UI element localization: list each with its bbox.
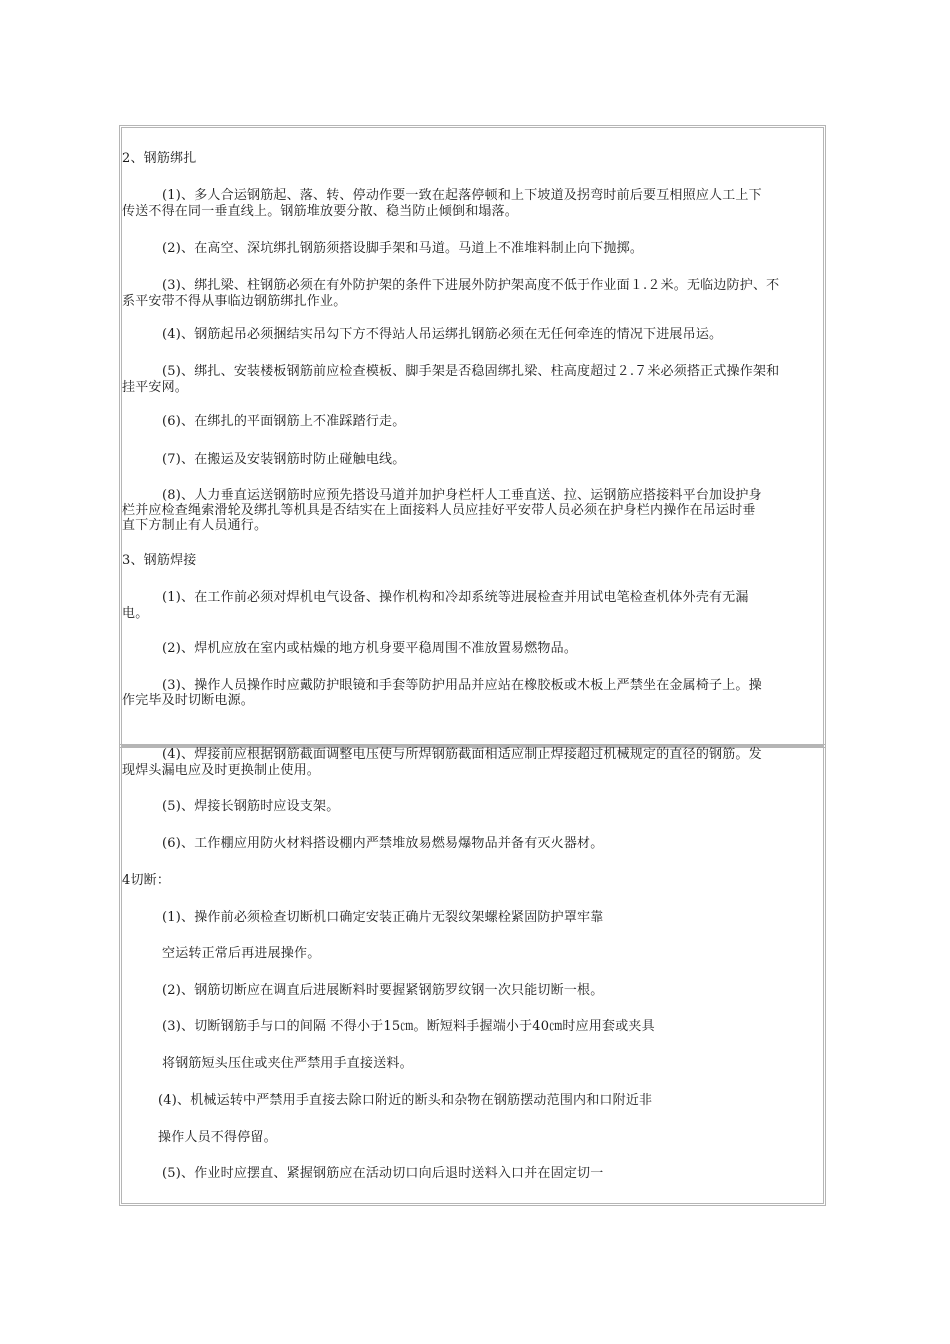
paragraph-line: 空运转正常后再进展操作。 [162,946,321,961]
paragraph-line: (6)、工作棚应用防火材料搭设棚内严禁堆放易燃易爆物品并备有灭火器材。 [162,836,604,851]
paragraph-line: 电。 [122,606,149,621]
paragraph-line: (4)、钢筋起吊必须捆结实吊勾下方不得站人吊运绑扎钢筋必须在无任何牵连的情况下进展吊运。 [162,327,723,342]
paragraph-line: (1)、在工作前必须对焊机电气设备、操作机构和冷却系统等进展检查并用试电笔检查机体外壳有无漏 [162,590,749,605]
paragraph-line: 现焊头漏电应及时更换制止使用。 [122,763,321,778]
paragraph-line: (4)、焊接前应根据钢筋截面调整电压使与所焊钢筋截面相适应制止焊接超过机械规定的直径的钢筋。发 [162,747,762,762]
paragraph-line: 挂平安网。 [122,380,189,395]
paragraph-line: 传送不得在同一垂直线上。钢筋堆放要分散、稳当防止倾倒和塌落。 [122,204,519,219]
paragraph-line: (6)、在绑扎的平面钢筋上不准踩踏行走。 [162,414,406,429]
section-heading-cutting: 4切断： [122,873,171,888]
paragraph-line: (1)、多人合运钢筋起、落、转、停动作要一致在起落停顿和上下坡道及拐弯时前后要互相照应人工上下 [162,188,762,203]
paragraph-line: (5)、焊接长钢筋时应设支架。 [162,799,340,814]
paragraph-line: (5)、绑扎、安装楼板钢筋前应检查模板、脚手架是否稳固绑扎梁、柱高度超过２.７米必须搭正式操作架和 [162,364,780,379]
paragraph-line: (7)、在搬运及安装钢筋时防止碰触电线。 [162,452,406,467]
section-heading-rebar-binding: 2、钢筋绑扎 [122,151,197,166]
paragraph-line: (3)、操作人员操作时应戴防护眼镜和手套等防护用品并应站在橡胶板或木板上严禁坐在金属椅子上。操 [162,678,762,693]
paragraph-line: (3)、绑扎梁、柱钢筋必须在有外防护架的条件下进展外防护架高度不低于作业面１.２米。无临边防护、不 [162,278,780,293]
paragraph-line: 系平安带不得从事临边钢筋绑扎作业。 [122,294,347,309]
section-heading-rebar-welding: 3、钢筋焊接 [122,553,197,568]
paragraph-line: (2)、焊机应放在室内或枯燥的地方机身要平稳周围不准放置易燃物品。 [162,641,578,656]
paragraph-line: 作完毕及时切断电源。 [122,693,255,708]
paragraph-line: 栏并应检查绳索滑轮及绑扎等机具是否结实在上面接料人员应挂好平安带人员必须在护身栏内操作在吊运时垂 [122,503,756,518]
paragraph-line: (4)、机械运转中严禁用手直接去除口附近的断头和杂物在钢筋摆动范围内和口附近非 [158,1093,653,1108]
paragraph-line: (8)、人力垂直运送钢筋时应预先搭设马道并加护身栏杆人工垂直送、拉、运钢筋应搭接料平台加设护身 [162,488,762,503]
paragraph-line: (1)、操作前必须检查切断机口确定安装正确片无裂纹架螺栓紧固防护罩牢靠 [162,910,604,925]
paragraph-line: (2)、在高空、深坑绑扎钢筋须搭设脚手架和马道。马道上不准堆料制止向下抛掷。 [162,241,644,256]
paragraph-line: 将钢筋短头压住或夹住严禁用手直接送料。 [162,1056,413,1071]
paragraph-line: 操作人员不得停留。 [158,1130,277,1145]
paragraph-line: (3)、切断钢筋手与口的间隔 不得小于15㎝。断短料手握端小于40㎝时应用套或夹具 [162,1019,655,1034]
paragraph-line: 直下方制止有人员通行。 [122,518,268,533]
paragraph-line: (5)、作业时应摆直、紧握钢筋应在活动切口向后退时送料入口并在固定切一 [162,1166,604,1181]
paragraph-line: (2)、钢筋切断应在调直后进展断料时要握紧钢筋罗纹钢一次只能切断一根。 [162,983,604,998]
